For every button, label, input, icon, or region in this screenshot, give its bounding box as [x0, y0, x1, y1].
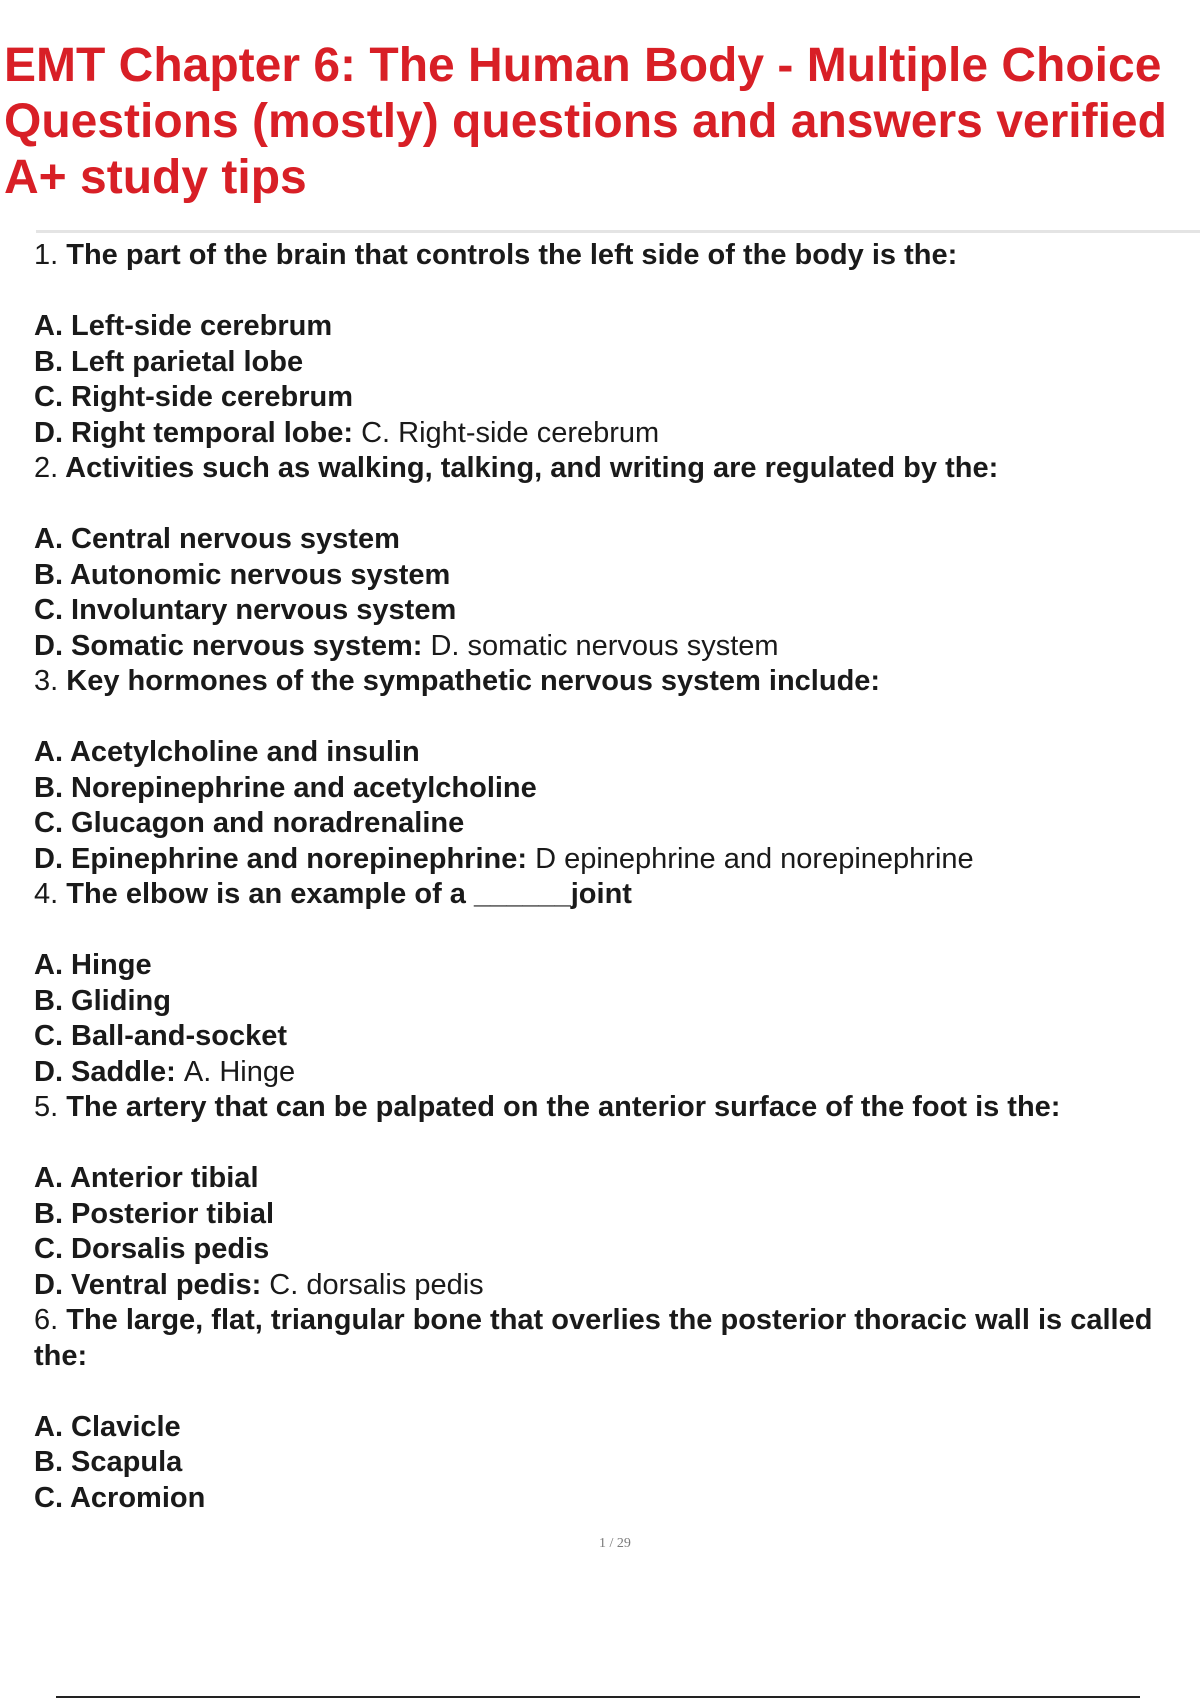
document-title: EMT Chapter 6: The Human Body - Multiple Choice Questions (mostly) questions and answers verified A+ study tips [4, 39, 1167, 204]
question-1-option-b: B. Left parietal lobe [34, 345, 304, 378]
question-5-options [34, 1161, 1184, 1303]
question-3-number: 3. [34, 665, 59, 697]
question-1-number: 1. [34, 239, 59, 271]
question-5-option-a: A. Anterior tibial [34, 1162, 259, 1194]
question-1-answer: C. Right-side cerebrum [361, 416, 660, 449]
question-5-option-d [34, 1268, 1184, 1304]
question-1-option-a: A. Left-side cerebrum [34, 310, 333, 342]
question-3-option-d [34, 842, 1184, 878]
question-6-option-a: A. Clavicle [34, 1410, 181, 1443]
question-2-options [34, 522, 1184, 664]
question-3-options [34, 735, 1184, 877]
question-2-option-c: C. Involuntary nervous system [34, 594, 457, 626]
question-5-answer: C. dorsalis pedis [269, 1268, 484, 1301]
question-6-number: 6. [34, 1304, 59, 1336]
question-2-prompt: Activities such as walking, talking, and writing are regulated by the: [65, 452, 999, 484]
question-6-options [34, 1410, 1184, 1517]
question-5-option-c: C. Dorsalis pedis [34, 1233, 270, 1265]
question-5-number: 5. [34, 1091, 59, 1123]
question-2-option-d-label: D. Somatic nervous system: [34, 629, 423, 662]
question-3-option-b: B. Norepinephrine and acetylcholine [34, 771, 537, 804]
question-2-option-b: B. Autonomic nervous system [34, 558, 451, 591]
question-2-option-a: A. Central nervous system [34, 523, 400, 555]
question-6-text [34, 1303, 1184, 1374]
question-4-option-d [34, 1055, 1184, 1091]
question-6-prompt: The large, flat, triangular bone that overlies the posterior thoracic wall is called the: [34, 1304, 1153, 1372]
question-1-option-c: C. Right-side cerebrum [34, 381, 354, 413]
question-5-option-b: B. Posterior tibial [34, 1197, 275, 1230]
question-2-text [34, 451, 1184, 487]
question-1-options [34, 309, 1184, 451]
question-3-option-d-label: D. Epinephrine and norepinephrine: [34, 842, 528, 875]
question-4-option-b: B. Gliding [34, 984, 171, 1017]
title-divider [36, 230, 1200, 233]
question-4-answer: A. Hinge [183, 1055, 296, 1088]
question-4-options [34, 948, 1184, 1090]
question-6-option-b: B. Scapula [34, 1446, 183, 1478]
page-bottom-rule [56, 1696, 1140, 1698]
question-5-text [34, 1090, 1184, 1126]
page-number: 1 / 29 [599, 1536, 631, 1551]
question-1-option-d [34, 416, 1184, 452]
question-1-text [34, 238, 1184, 274]
question-5-prompt: The artery that can be palpated on the anterior surface of the foot is the: [66, 1091, 1061, 1123]
question-2-option-d [34, 629, 1184, 665]
question-6-option-c: C. Acromion [34, 1481, 206, 1514]
question-4-number: 4. [34, 878, 59, 910]
question-4-option-d-label: D. Saddle: [34, 1055, 176, 1088]
question-3-option-a: A. Acetylcholine and insulin [34, 736, 420, 768]
question-4-option-a: A. Hinge [34, 949, 152, 981]
question-5-option-d-label: D. Ventral pedis: [34, 1268, 262, 1301]
question-2-number: 2. [34, 452, 59, 484]
question-3-answer: D epinephrine and norepinephrine [535, 842, 974, 875]
question-4-text [34, 877, 1184, 913]
question-1-prompt: The part of the brain that controls the left side of the body is the: [66, 239, 958, 271]
question-3-text [34, 664, 1184, 700]
question-1-option-d-label: D. Right temporal lobe: [34, 416, 353, 449]
question-2-answer: D. somatic nervous system [430, 629, 779, 662]
question-4-option-c: C. Ball-and-socket [34, 1020, 287, 1052]
question-3-option-c: C. Glucagon and noradrenaline [34, 807, 465, 839]
question-3-prompt: Key hormones of the sympathetic nervous system include: [66, 665, 881, 697]
question-4-prompt: The elbow is an example of a ______joint [66, 878, 632, 910]
question-list [34, 238, 1184, 1516]
